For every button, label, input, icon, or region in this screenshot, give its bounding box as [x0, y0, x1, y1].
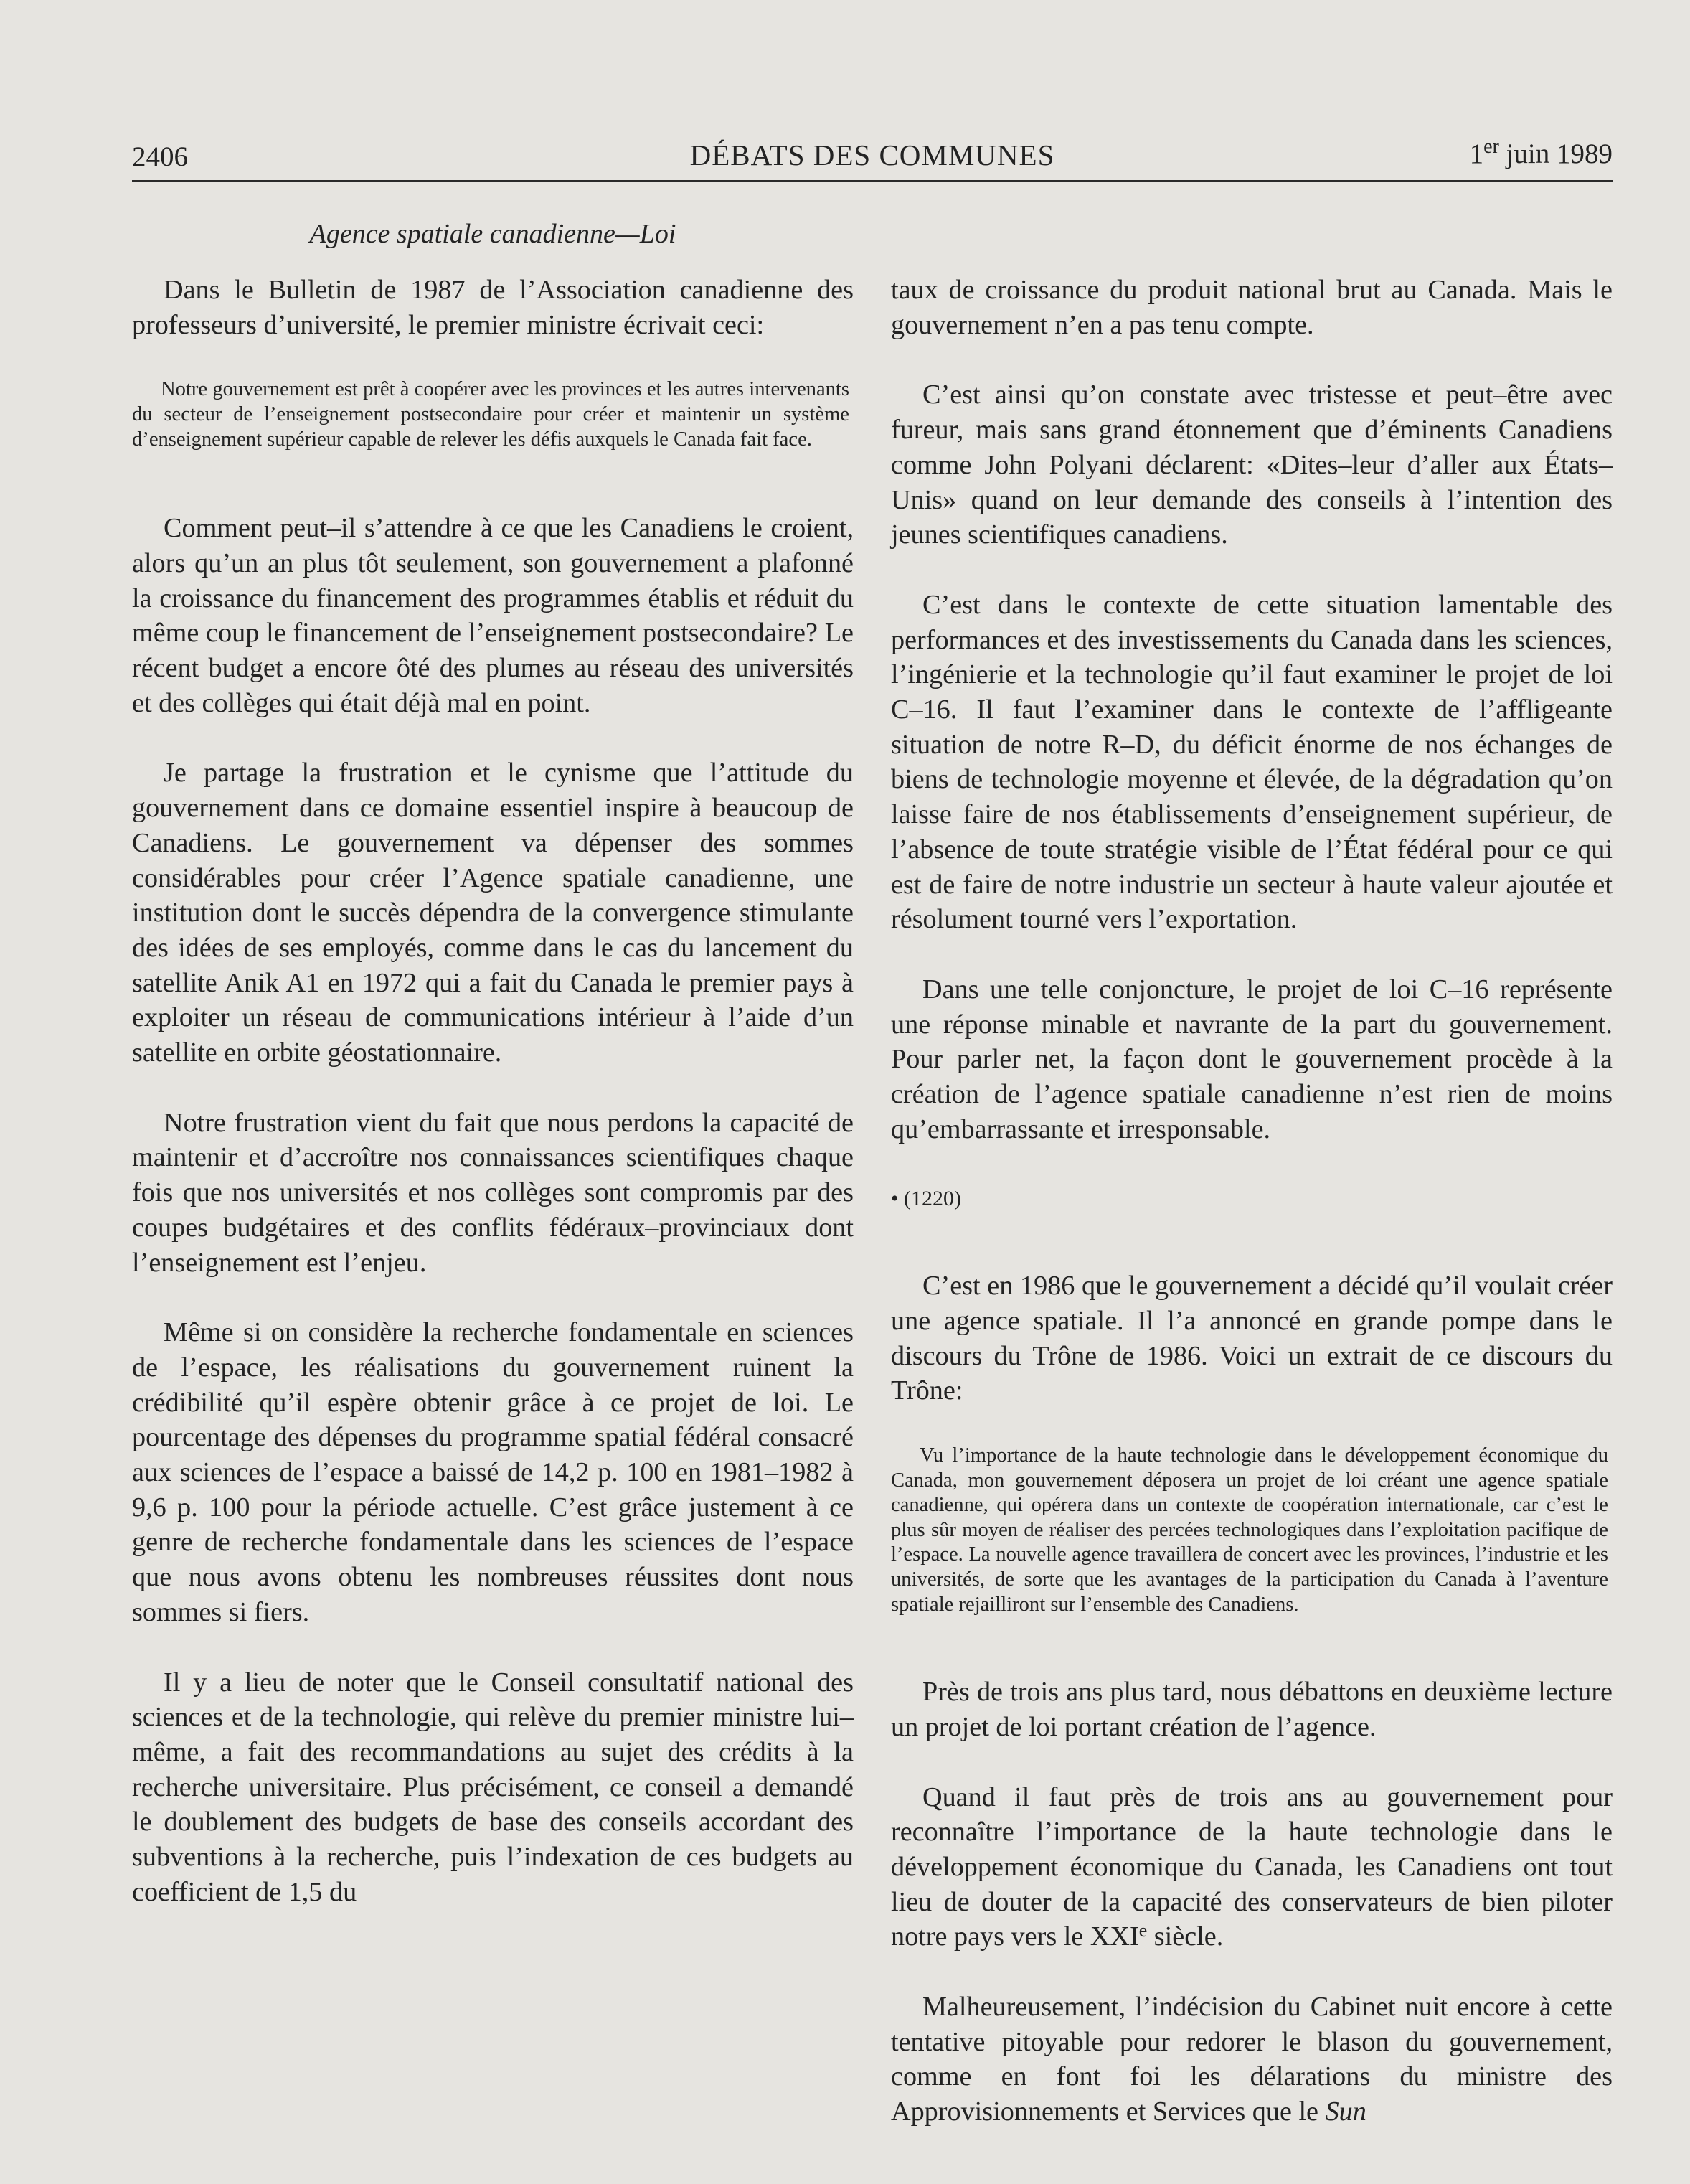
paragraph: Dans une telle conjoncture, le projet de loi C–16 représente une réponse minable et navrante de la part du gouvernement. Pour parler net, la façon dont le gouvernement procède à la création de l’agence spatiale canadienne n’est rien de moins qu’embarrassante et irresponsable. — [891, 974, 1613, 1144]
left-column — [132, 273, 854, 1945]
paragraph: Dans le Bulletin de 1987 de l’Association canadienne des professeurs d’université, le premier ministre écrivait ceci: — [132, 275, 854, 340]
paragraph-text: Quand il faut près de trois ans au gouvernement pour reconnaître l’importance de la haute technologie dans le développement économique du Canada, les Canadiens ont tout lieu de douter de la capacité des conservateurs de bien piloter notre pays vers le XXI — [891, 1781, 1613, 1952]
paragraph-continued: taux de croissance du produit national brut au Canada. Mais le gouvernement n’en a pas tenu compte. — [891, 275, 1613, 340]
date-day: 1 — [1469, 138, 1484, 169]
paragraph: Près de trois ans plus tard, nous débattons en deuxième lecture un projet de loi portant création de l’agence. — [891, 1677, 1613, 1742]
right-column — [891, 273, 1613, 2165]
paragraph: Comment peut–il s’attendre à ce que les Canadiens le croient, alors qu’un an plus tôt seulement, son gouvernement a plafonné la croissance du financement des programmes établis et réduit du même coup le financement de l’enseignement postsecondaire? Le récent budget a encore ôté des plumes au réseau des universités et des collèges qui était déjà mal en point. — [132, 513, 854, 718]
paragraph — [891, 1990, 1613, 2129]
paragraph: Même si on considère la recherche fondamentale en sciences de l’espace, les réalisations du gouvernement ruinent la crédibilité qu’il espère obtenir grâce à ce projet de loi. Le pourcentage des dépenses du programme spatial fédéral consacré aux sciences de l’espace a baissé de 14,2 p. 100 en 1981–1982 à 9,6 p. 100 pour la période actuelle. C’est grâce justement à ce genre de recherche fondamentale dans les sciences de l’espace que nous avons obtenu les nombreuses réussites dont nous sommes si fiers. — [132, 1317, 854, 1627]
publication-title: DÉBATS DES COMMUNES — [689, 138, 1055, 171]
paragraph: Notre frustration vient du fait que nous perdons la capacité de maintenir et d’accroître nos connaissances scientifiques chaque fois que nos universités et nos collèges sont compromis par des coupes budgétaires et des conflits fédéraux–provinciaux dont l’enseignement est l’enjeu. — [132, 1107, 854, 1278]
paragraph-text-end: siècle. — [1147, 1921, 1224, 1952]
date-month-year: juin 1989 — [1498, 138, 1613, 169]
date-ordinal: er — [1483, 136, 1499, 158]
century-superscript: e — [1138, 1920, 1148, 1941]
time-marker: • (1220) — [891, 1187, 961, 1211]
paragraph: Il y a lieu de noter que le Conseil consultatif national des sciences et de la technologie, qui relève du premier ministre lui–même, a fait des recommandations au sujet des crédits à la recherche universitaire. Plus précisément, ce conseil a demandé le doublement des budgets de base des conseils accordant des subventions à la recherche, puis l’indexation de ces budgets au coefficient de 1,5 du — [132, 1667, 854, 1907]
paragraph: C’est dans le contexte de cette situation lamentable des performances et des investissements du Canada dans les sciences, l’ingénierie et la technologie qu’il faut examiner le projet de loi C–16. Il faut l’examiner dans le contexte de l’affligeante situation de notre R–D, du déficit énorme de nos échanges de biens de technologie moyenne et élevée, de la dégradation qu’on laisse faire de nos établissements d’enseignement supérieur, de l’absence de toute stratégie visible de l’État fédéral pour ce qui est de faire de notre industrie un secteur à haute valeur ajoutée et résolument tourné vers l’exportation. — [891, 589, 1613, 935]
publication-date — [1470, 138, 1613, 170]
block-quote: Vu l’importance de la haute technologie dans le développement économique du Canada, mon gouvernement déposera un projet de loi créant une agence spatiale canadienne, qui opérera dans un contexte de coopération internationale, car c’est le plus sûr moyen de réaliser des percées technologiques dans l’exploitation pacifique de l’espace. La nouvelle agence travaillera de concert avec les provinces, l’industrie et les universités, de sorte que les avantages de la participation du Canada à l’aventure spatiale rejailliront sur l’ensemble des Canadiens. — [891, 1444, 1608, 1616]
section-title: Agence spatiale canadienne—Loi — [309, 219, 676, 249]
paragraph: C’est en 1986 que le gouvernement a décidé qu’il voulait créer une agence spatiale. Il l’a annoncé en grande pompe dans le discours du Trône de 1986. Voici un extrait de ce discours du Trône: — [891, 1271, 1613, 1406]
paragraph-text: Malheureusement, l’indécision du Cabinet nuit encore à cette tentative pitoyable pour redorer le blason du gouvernement, comme en font foi les délarations du ministre des Approvisionnements et Services que le — [891, 1992, 1613, 2127]
page-header — [132, 136, 1613, 178]
page-number: 2406 — [132, 141, 188, 172]
paragraph: Je partage la frustration et le cynisme que l’attitude du gouvernement dans ce domaine essentiel inspire à beaucoup de Canadiens. Le gouvernement va dépenser des sommes considérables pour créer l’Agence spatiale canadienne, une institution dont le succès dépendra de la convergence stimulante des idées de ses employés, comme dans le cas du lancement du satellite Anik A1 en 1972 qui a fait du Canada le premier pays à exploiter un réseau de communications intérieur à l’aide d’un satellite en orbite géostationnaire. — [132, 758, 854, 1068]
block-quote: Notre gouvernement est prêt à coopérer avec les provinces et les autres intervenants du secteur de l’enseignement postsecondaire pour créer et maintenir un système d’enseignement supérieur capable de relever les défis auxquels le Canada fait face. — [132, 378, 849, 451]
newspaper-name: Sun — [1325, 2096, 1366, 2127]
header-divider — [132, 180, 1613, 182]
paragraph: C’est ainsi qu’on constate avec tristesse et peut–être avec fureur, mais sans grand étonnement que d’éminents Canadiens comme John Polyani déclarent: «Dites–leur d’aller aux États–Unis» quand on leur demande des conseils à l’intention des jeunes scientifiques canadiens. — [891, 380, 1613, 550]
paragraph — [891, 1780, 1613, 1955]
